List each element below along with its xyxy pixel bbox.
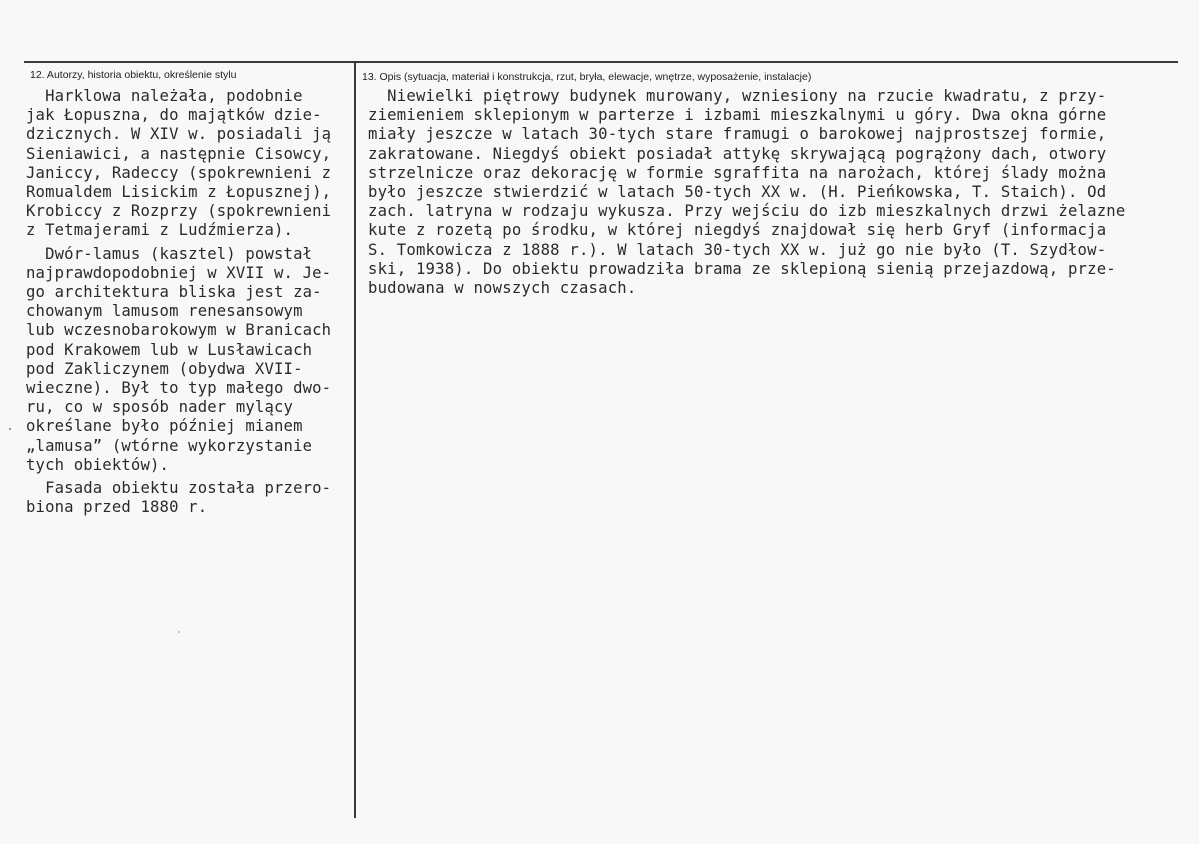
text-line: Harklowa należała, podobnie — [26, 87, 303, 105]
scan-speck — [178, 631, 180, 633]
text-line: Janiccy, Radeccy (spokrewnieni z — [26, 163, 332, 182]
text-line: Fasada obiektu została przero- — [26, 479, 332, 498]
text-line: ski, 1938). Do obiektu prowadziła brama ze sklepioną sienią przejazdową, prze- — [368, 259, 1116, 278]
text-line: pod Zakliczynem (obydwa XVII- — [26, 359, 303, 378]
text-line: ru, co w sposób nader mylący — [26, 398, 294, 417]
text-line: go architektura bliska jest za- — [26, 283, 322, 302]
text-line: tych obiektów). — [26, 455, 170, 474]
text-line: zach. latryna w rodzaju wykusza. Przy wejściu do izb mieszkalnych drzwi żelazne — [368, 202, 1126, 221]
text-line: strzelnicze oraz dekorację w formie sgraffita na narożach, której ślady można — [368, 163, 1107, 182]
text-line: biona przed 1880 r. — [26, 498, 208, 517]
text-line: Dwór-lamus (kasztel) powstał — [26, 244, 313, 263]
text-line: z Tetmajerami z Ludźmierza). — [26, 221, 294, 240]
section-12-body — [26, 87, 356, 517]
scan-speck — [9, 428, 11, 430]
section-12-heading: 12. Autorzy, historia obiektu, określenie stylu — [30, 69, 237, 81]
text-line: lub wczesnobarokowym w Branicach — [26, 321, 332, 340]
text-line: miały jeszcze w latach 30-tych stare framugi o barokowej najprostszej formie, — [368, 125, 1107, 144]
section-13-body — [368, 87, 1168, 298]
section-12-paragraph — [26, 87, 356, 241]
section-12-paragraph — [26, 479, 356, 517]
text-line: pod Krakowem lub w Lusławicach — [26, 340, 313, 359]
text-line: najprawdopodobniej w XVII w. Je- — [26, 263, 332, 282]
text-line: kute z rozetą po środku, w której niegdyś znajdował się herb Gryf (informacja — [368, 221, 1107, 240]
text-line: dzicznych. W XIV w. posiadali ją — [26, 125, 332, 144]
text-line: Sieniawici, a następnie Cisowcy, — [26, 144, 332, 163]
text-line: Romualdem Lisickim z Łopusznej), — [26, 183, 332, 202]
text-line: ziemieniem sklepionym w parterze i izbami mieszkalnymi u góry. Dwa okna górne — [368, 106, 1107, 125]
text-line: „lamusa” (wtórne wykorzystanie — [26, 436, 313, 455]
text-line: S. Tomkowicza z 1888 r.). W latach 30-tych XX w. już go nie było (T. Szydłow- — [368, 240, 1107, 259]
text-line: wieczne). Był to typ małego dwo- — [26, 379, 332, 398]
section-13-heading: 13. Opis (sytuacja, materiał i konstrukcja, rzut, bryła, elewacje, wnętrze, wyposażenie, instalacje) — [362, 71, 812, 83]
text-line: było jeszcze stwierdzić w latach 50-tych XX w. (H. Pieńkowska, T. Staich). Od — [368, 183, 1107, 202]
text-line: budowana w nowszych czasach. — [368, 279, 637, 298]
text-line: Niewielki piętrowy budynek murowany, wzniesiony na rzucie kwadratu, z przy- — [368, 87, 1107, 105]
text-line: określane było później mianem — [26, 417, 303, 436]
text-line: zakratowane. Niegdyś obiekt posiadał attykę skrywającą pogrążony dach, otwory — [368, 144, 1107, 163]
top-horizontal-rule — [24, 61, 1178, 63]
text-line: jak Łopuszna, do majątków dzie- — [26, 106, 322, 125]
section-12-paragraph — [26, 245, 356, 475]
text-line: chowanym lamusom renesansowym — [26, 302, 303, 321]
text-line: Krobiccy z Rozprzy (spokrewnieni — [26, 202, 332, 221]
